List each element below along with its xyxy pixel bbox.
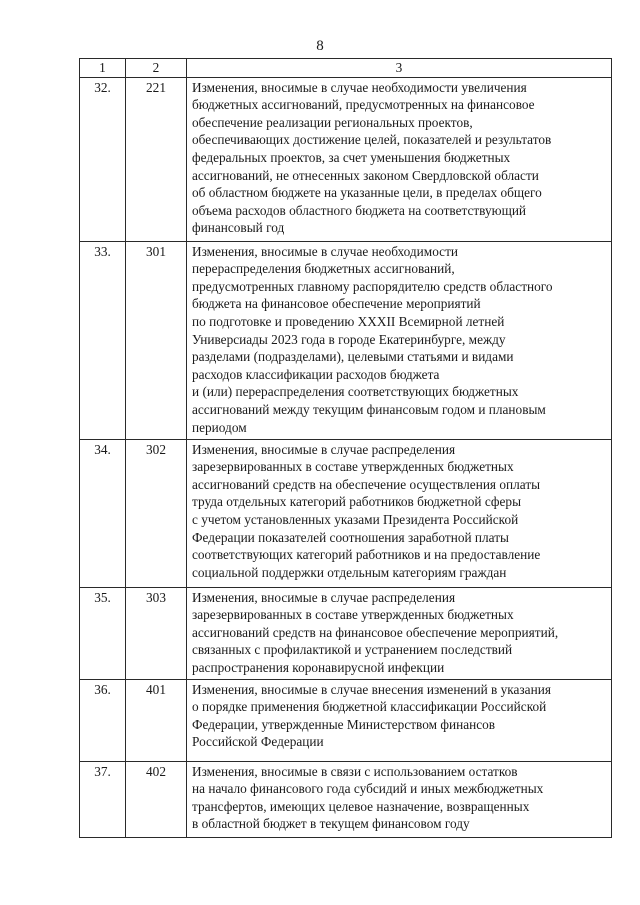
description-line: и (или) перераспределения соответствующих бюджетных [192, 384, 519, 400]
table-row [80, 679, 612, 761]
table-row [80, 587, 612, 679]
header-col-1: 1 [80, 59, 126, 78]
description-line: перераспределения бюджетных ассигнований, [192, 261, 455, 277]
row-number: 35. [80, 587, 126, 679]
description-line: Изменения, вносимые в случае распределения [192, 589, 456, 605]
row-number: 33. [80, 241, 126, 439]
description-line: ассигнований между текущим финансовым годом и плановым [192, 401, 546, 417]
description-line: Изменения, вносимые в случае необходимости увеличения [192, 79, 527, 95]
description-line: ассигнований средств на финансовое обеспечение мероприятий, [192, 624, 559, 640]
row-description [187, 587, 612, 679]
description-line: Изменения, вносимые в случае внесения изменений в указания [192, 681, 551, 697]
row-code: 303 [126, 587, 187, 679]
description-line: федеральных проектов, за счет уменьшения бюджетных [192, 149, 511, 165]
row-number: 37. [80, 761, 126, 837]
amendments-table [79, 58, 612, 838]
description-line: Изменения, вносимые в связи с использованием остатков [192, 763, 518, 779]
description-line: периодом [192, 419, 247, 435]
row-code: 301 [126, 241, 187, 439]
row-number: 34. [80, 439, 126, 587]
description-line: по подготовке и проведению XXXII Всемирной летней [192, 313, 505, 329]
description-line: Федерации показателей соотношения заработной платы [192, 529, 509, 545]
row-description [187, 439, 612, 587]
row-code: 302 [126, 439, 187, 587]
description-line: расходов классификации расходов бюджета [192, 366, 440, 382]
description-line: связанных с профилактикой и устранением последствий [192, 642, 513, 658]
description-line: труда отдельных категорий работников бюджетной сферы [192, 494, 521, 510]
description-line: ассигнований средств на обеспечение осуществления оплаты [192, 476, 541, 492]
description-line: распространения коронавирусной инфекции [192, 659, 445, 675]
description-line: ассигнований, не отнесенных законом Свердловской области [192, 167, 539, 183]
description-line: разделами (подразделами), целевыми статьями и видами [192, 349, 514, 365]
description-line: финансовый год [192, 220, 285, 236]
description-line: трансфертов, имеющих целевое назначение, возвращенных [192, 798, 530, 814]
row-description [187, 241, 612, 439]
table-row [80, 77, 612, 241]
row-description [187, 679, 612, 761]
description-line: Универсиады 2023 года в городе Екатеринбурге, между [192, 331, 506, 347]
header-col-2: 2 [126, 59, 187, 78]
row-code: 221 [126, 77, 187, 241]
description-line: соответствующих категорий работников и на предоставление [192, 547, 541, 563]
description-line: зарезервированных в составе утвержденных бюджетных [192, 607, 514, 623]
description-line: предусмотренных главному распорядителю средств областного [192, 278, 553, 294]
description-line: Российской Федерации [192, 734, 324, 750]
table-header-row [80, 59, 612, 78]
description-line: с учетом установленных указами Президента Российской [192, 511, 519, 527]
row-code: 401 [126, 679, 187, 761]
description-line: зарезервированных в составе утвержденных бюджетных [192, 459, 514, 475]
description-line: социальной поддержки отдельным категориям граждан [192, 564, 507, 580]
row-number: 32. [80, 77, 126, 241]
description-line: Изменения, вносимые в случае необходимости [192, 243, 459, 259]
row-number: 36. [80, 679, 126, 761]
description-line: бюджетных ассигнований, предусмотренных на финансовое [192, 97, 535, 113]
table-row [80, 439, 612, 587]
table-row [80, 761, 612, 837]
row-description [187, 77, 612, 241]
description-line: об областном бюджете на указанные цели, в пределах общего [192, 185, 542, 201]
description-line: обеспечивающих достижение целей, показателей и результатов [192, 132, 552, 148]
table-row [80, 241, 612, 439]
description-line: Федерации, утвержденные Министерством финансов [192, 716, 496, 732]
description-line: обеспечение реализации региональных проектов, [192, 114, 473, 130]
description-line: в областной бюджет в текущем финансовом году [192, 816, 470, 832]
page-number: 8 [316, 38, 324, 54]
row-description [187, 761, 612, 837]
description-line: на начало финансового года субсидий и иных межбюджетных [192, 781, 544, 797]
row-code: 402 [126, 761, 187, 837]
description-line: о порядке применения бюджетной классификации Российской [192, 699, 547, 715]
description-line: объема расходов областного бюджета на соответствующий [192, 202, 527, 218]
description-line: Изменения, вносимые в случае распределения [192, 441, 456, 457]
description-line: бюджета на финансовое обеспечение мероприятий [192, 296, 481, 312]
header-col-3: 3 [187, 59, 612, 78]
